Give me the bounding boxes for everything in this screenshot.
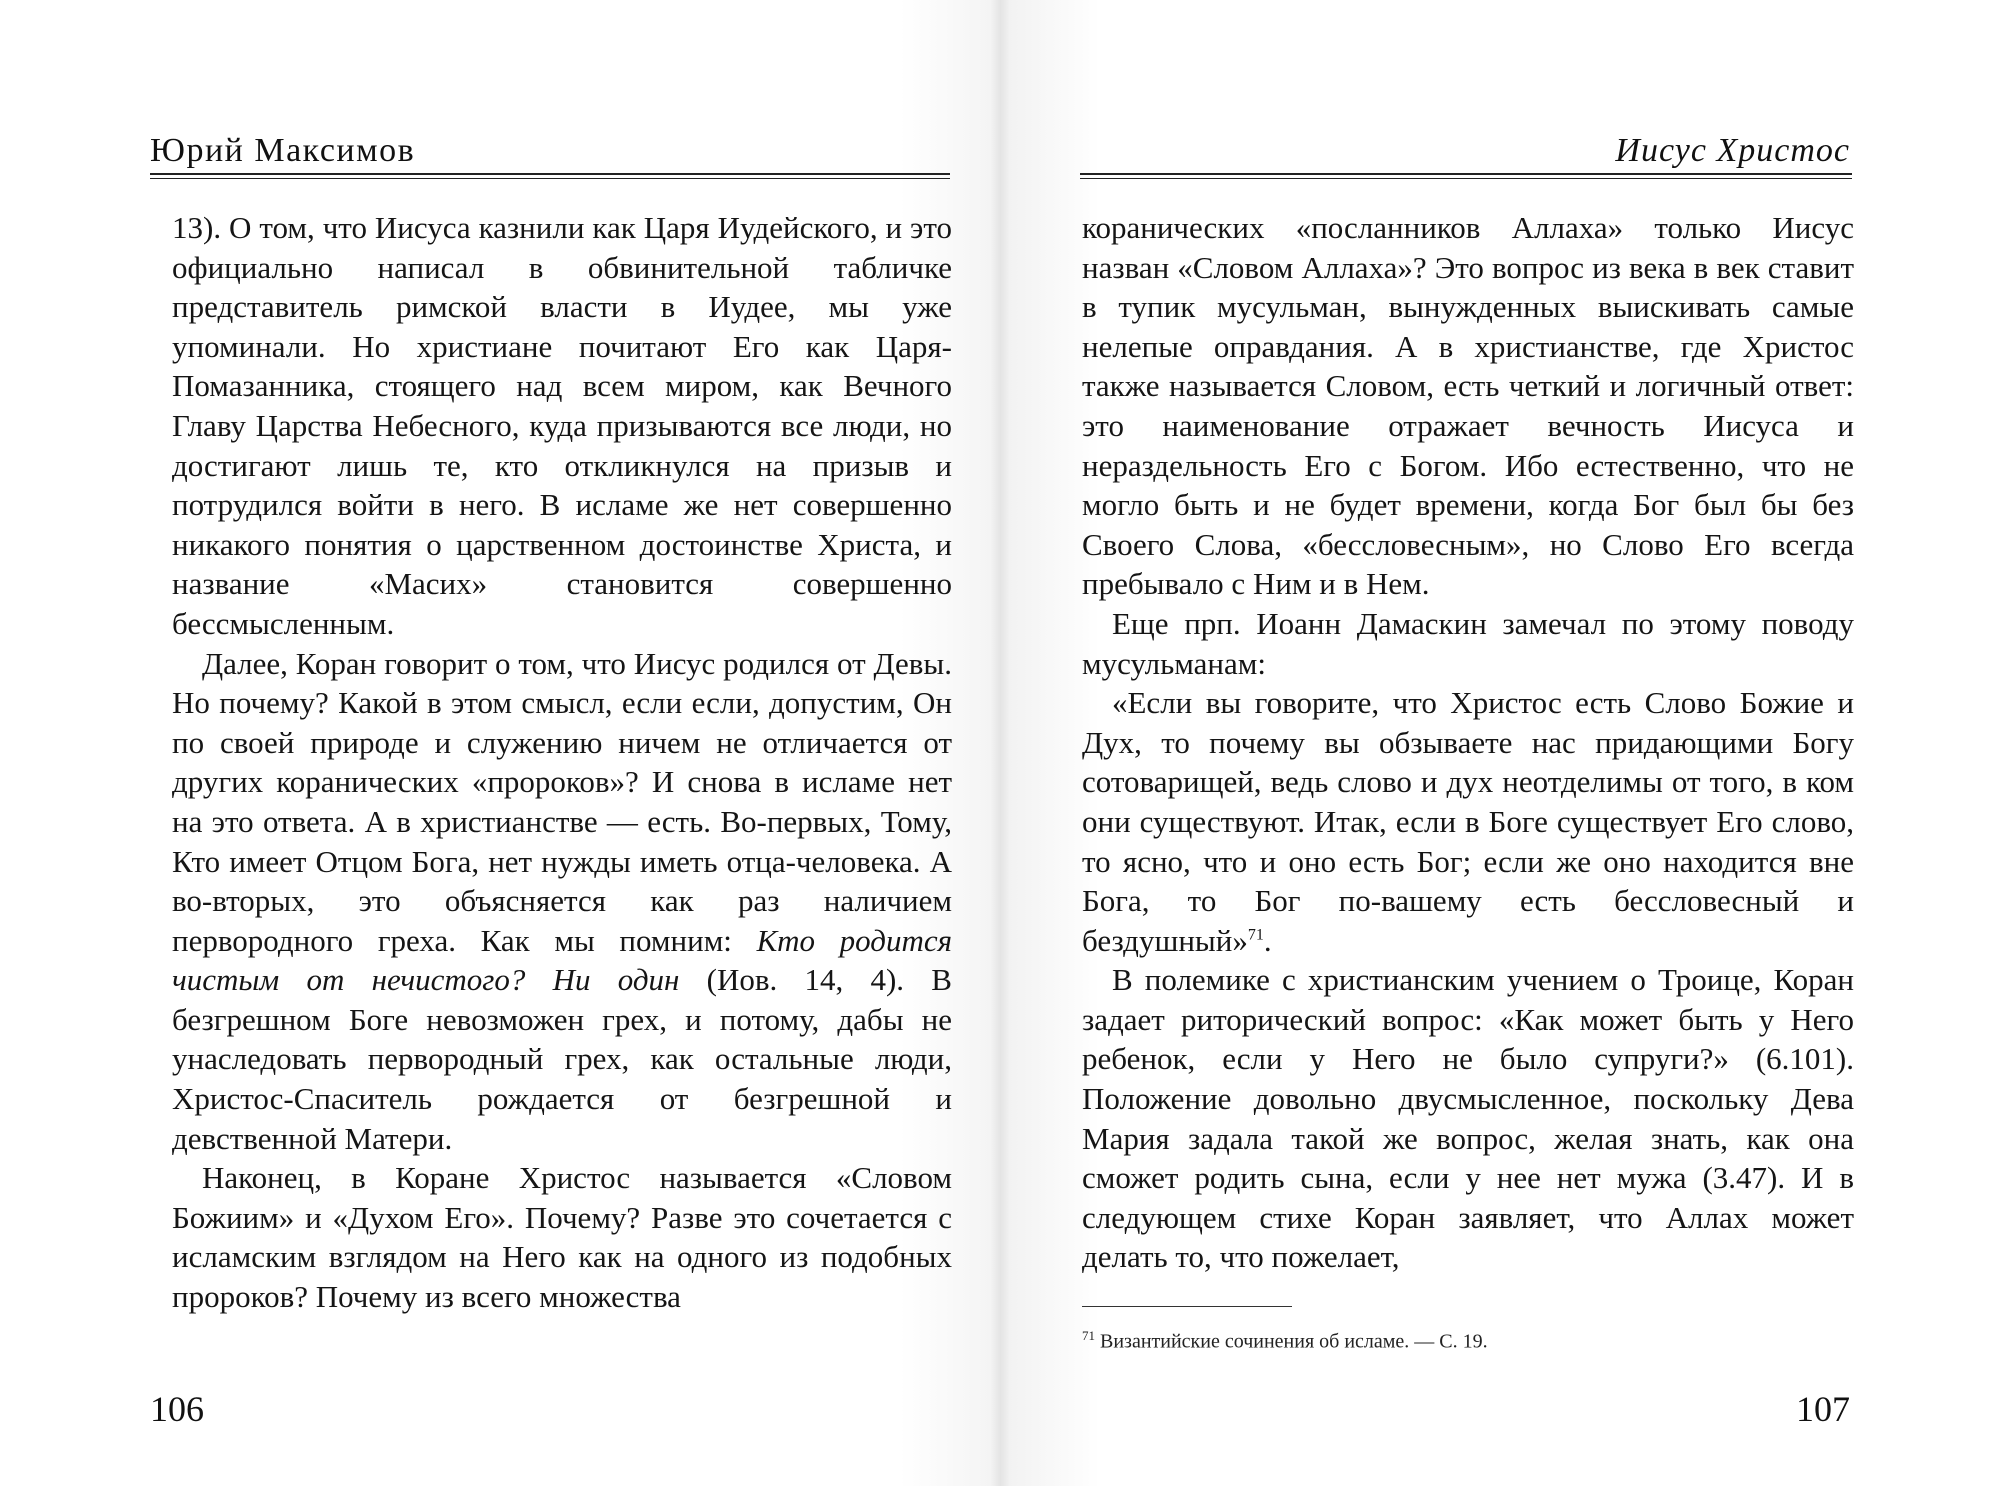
footnote-text: Византийские сочинения об исламе. — С. 19. [1100,1330,1488,1353]
paragraph: коранических «посланников Аллаха» только Иисус назван «Словом Аллаха»? Это вопрос из века в век ставит в тупик мусульман, вынужденных выискивать самые нелепые оправдания. А в христианстве, где Христос также называется Словом, есть четкий и логичный ответ: это наименование отражает вечность Иисуса и нераздельность Его с Богом. Ибо естественно, что не могло быть и не будет времени, когда Бог был бы без Своего Слова, «бессловесным», но Слово Его всегда пребывало с Ним и в Нем. [1082,210,1854,602]
paragraph: «Если вы говорите, что Христос есть Слово Божие и Дух, то почему вы обзываете нас придающими Богу сотоварищей, ведь слово и дух неотделимы от того, в ком они существуют. Итак, если в Боге существует Его слово, то ясно, что и оно есть Бог; если же оно находится вне Бога, то Бог по-вашему есть бессловесный и бездушный»$^{71}$. [1082,685,1854,958]
paragraph-text: Далее, Коран говорит о том, что Иисус родился от Девы. Но почему? Какой в этом смысл, если если, допустим, Он по своей природе и служению ничем не отличается от других коранических «пророков»? И снова в исламе нет на это ответа. А в христианстве — есть. Во-первых, Тому, Кто имеет Отцом Бога, нет нужды иметь отца-человека. А во-вторых, это объясняется как раз наличием первородного греха. Как мы помним: [172,645,952,958]
paragraph: В полемике с христианским учением о Троице, Коран задает риторический вопрос: «Как может быть у Него ребенок, если у Него не было супруги?» (6.101). Положение довольно двусмысленное, поскольку Дева Мария задала такой же вопрос, желая знать, как она сможет родить сына, если у нее нет мужа (3.47). И в следующем стихе Коран заявляет, что Аллах может делать то, что пожелает, [1082,962,1854,1275]
paragraph: Наконец, в Коране Христос называется «Словом Божиим» и «Духом Его». Почему? Разве это сочетается с исламским взглядом на Него как на одного из подобных пророков? Почему из всего множества [172,1160,952,1315]
running-head-title: Иисус Христос [1615,132,1850,169]
header-rule [150,173,950,179]
right-page-text [1082,208,1854,1277]
right-page [1000,0,2000,1486]
paragraph: Еще прп. Иоанн Дамаскин замечал по этому поводу мусульманам: [1082,605,1854,681]
page-number: 107 [1796,1389,1850,1429]
footnote-rule [1082,1306,1292,1307]
scripture-quote: Кто родится чистым от нечистого? Ни один [172,922,953,998]
running-head-author: Юрий Максимов [150,132,416,169]
header-rule [1080,173,1852,179]
book-gutter [990,0,1010,1486]
quote-text: «Если вы говорите, что Христос есть Слово Божие и Дух, то почему вы обзываете нас придающими Богу сотоварищей, ведь слово и дух неотделимы от того, в ком они существуют. Итак, если в Боге существует Его слово, то ясно, что и оно есть Бог; если же оно находится вне Бога, то Бог по-вашему есть бессловесный и бездушный» [1082,685,1854,958]
footnote-number: 71 [1082,1328,1095,1343]
left-page-text [172,208,952,1317]
footnote [1082,1328,1488,1354]
footnote-marker: 71 [1247,926,1264,944]
paragraph: 13). О том, что Иисуса казнили как Царя Иудейского, и это официально написал в обвинительной табличке представитель римской власти в Иудее, мы уже упоминали. Но христиане почитают Его как Царя-Помазанника, стоящего над всем миром, как Вечного Главу Царства Небесного, куда призываются все люди, но достигают лишь те, кто откликнулся на призыв и потрудился войти в него. В исламе же нет совершенно никакого понятия о царственном достоинстве Христа, и название «Масих» становится совершенно бессмысленным. [172,210,952,641]
paragraph-text: (Иов. 14, 4). В безгрешном Боге невозможен грех, и потому, дабы не унаследовать первородный грех, как остальные люди, Христос-Спаситель рождается от безгрешной и девственной Матери. [172,962,952,1156]
paragraph [172,644,952,1159]
page-number: 106 [150,1389,204,1429]
